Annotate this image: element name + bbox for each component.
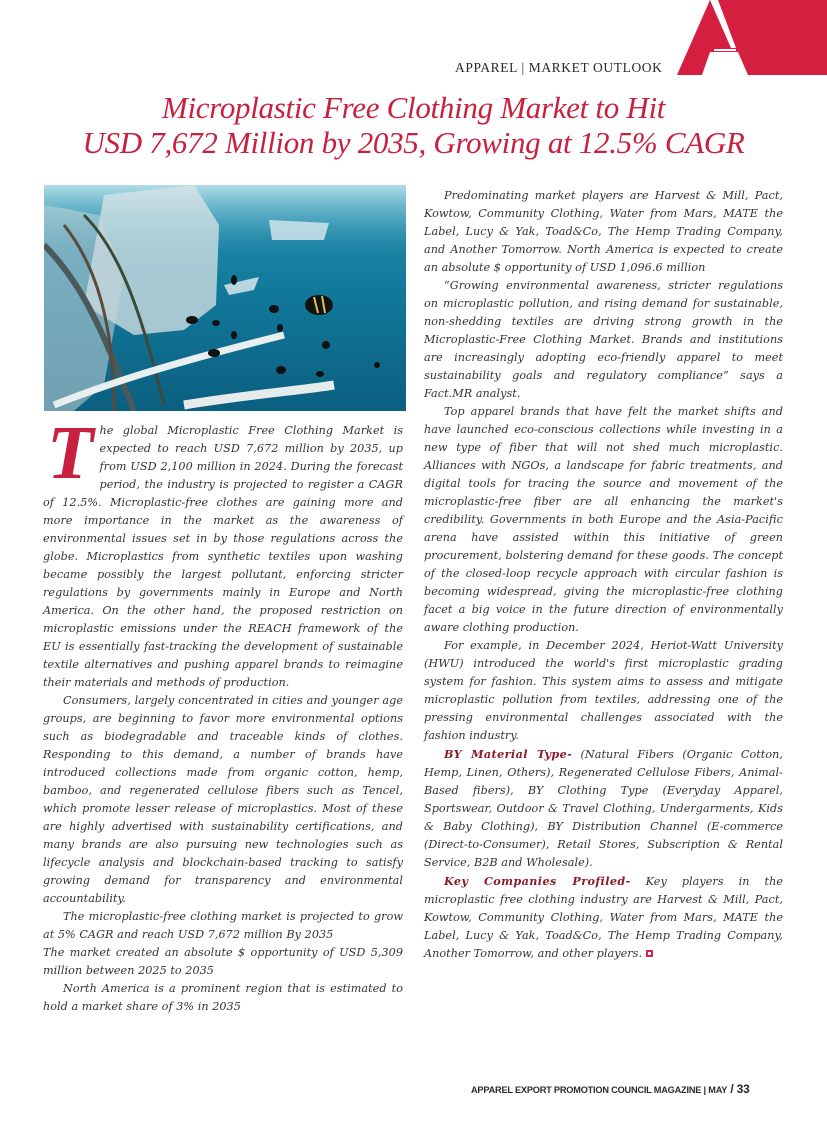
absolute-opportunity-paragraph: The market created an absolute $ opportunity of USD 5,309 million between 2025 to 2035: [43, 946, 403, 977]
segmentation-paragraph: BY Material Type- (Natural Fibers (Organic Cotton, Hemp, Linen, Others), Regenerated Cellulose Fibers, Animal-Based fibers), BY Clothing Type (Everyday Apparel, Sportswear, Outdoor & Travel Clothing, Undergarments, Kids & Baby Clothing), BY Distribution Channel (E-commerce (Direct-to-Consumer), Retail Stores, Subscription & Rental Service, B2B and Wholesale).: [424, 747, 783, 869]
magazine-logo-a-icon: [676, 0, 827, 75]
north-america-share-paragraph: North America is a prominent region that is estimated to hold a market share of 3% in 2035: [43, 982, 403, 1013]
brand-shifts-paragraph: Top apparel brands that have felt the market shifts and have launched eco-conscious collections while investing in a new type of fiber that will not shed much microplastic. Alliances with NGOs, a landscape for fabric treatments, and digital tools for tracing the source and movement of the microplastic-free fiber are all enhancing the market's credibility. Governments in both Europe and the Asia-Pacific arena have assisted within this initiative of green procurement, bolstering demand for these goods. The concept of the closed-loop recycle approach with circular fashion is becoming widespread, giving the microplastic-free clothing facet a big voice in the future direction of environmentally aware clothing production.: [424, 405, 783, 634]
market-projection-paragraph: The microplastic-free clothing market is projected to grow at 5% CAGR and reach USD 7,672 million By 2035: [43, 910, 403, 941]
consumer-trends-paragraph: Consumers, largely concentrated in cities and younger age groups, are beginning to favor more environmental options such as biodegradable and traceable kinds of clothes. Responding to this demand, a number of brands have introduced collections made from organic cotton, hemp, bamboo, and regenerated cellulose fibers such as Tencel, which promote lesser release of microplastics. Most of these are highly advertised with sustainability certifications, and many brands are also pursuing new technologies such as lifecycle analysis and blockchain-based tracking to satisfy growing demand for transparency and environmental accountability.: [43, 694, 403, 905]
market-players-paragraph: Predominating market players are Harvest & Mill, Pact, Kowtow, Community Clothing, Water from Mars, MATE the Label, Lucy & Yak, Toad&Co, The Hemp Trading Company, and Another Tomorrow. North America is expected to create an absolute $ opportunity of USD 1,096.6 million: [424, 189, 783, 274]
intro-paragraph: The global Microplastic Free Clothing Market is expected to reach USD 7,672 million by 2035, up from USD 2,100 million in 2024. During the forecast period, the industry is projected to register a CAGR of 12.5%. Microplastic-free clothes are gaining more and more importance in the market as the awareness of environmental issues set in by those regulations across the globe. Microplastics from synthetic textiles upon washing became possibly the largest pollutant, enforcing stricter regulations by governments mainly in Europe and North America. On the other hand, the proposed restriction on microplastic emissions under the REACH framework of the EU is essentially fast-tracking the development of sustainable textile alternatives and pushing apparel brands to reimagine their materials and methods of production.: [43, 411, 403, 689]
section-label: APPAREL | MARKET OUTLOOK: [455, 60, 663, 75]
publication-name: APPAREL EXPORT PROMOTION COUNCIL MAGAZINE | MAY: [471, 1085, 728, 1095]
drop-cap: T: [47, 411, 94, 495]
article-column-left: [43, 411, 403, 1016]
article-photo: [44, 185, 406, 411]
hwu-example-paragraph: For example, in December 2024, Heriot-Watt University (HWU) introduced the world's first microplastic grading system for fashion. This system aims to assess and mitigate microplastic pollution from textiles, addressing one of the pressing environmental challenges associated with the fashion industry.: [424, 639, 783, 742]
headline-line-1: Microplastic Free Clothing Market to Hit: [161, 90, 666, 125]
companies-lead: Key Companies Profiled-: [444, 874, 631, 888]
page-footer: APPAREL EXPORT PROMOTION COUNCIL MAGAZINE | MAY / 33: [471, 1082, 750, 1096]
page-number: 33: [736, 1082, 750, 1096]
end-of-article-icon: [646, 950, 653, 957]
analyst-quote-paragraph: “Growing environmental awareness, stricter regulations on microplastic pollution, and rising demand for sustainable, non-shedding textiles are driving strong growth in the Microplastic-Free Clothing Market. Brands and institutions are increasingly adopting eco-friendly apparel to meet sustainability goals and regulatory compliance” says a Fact.MR analyst.: [424, 279, 783, 400]
companies-profiled-paragraph: Key Companies Profiled- Key players in the microplastic free clothing industry are Harvest & Mill, Pact, Kowtow, Community Clothing, Water from Mars, MATE the Label, Lucy & Yak, Toad&Co, The Hemp Trading Company, Another Tomorrow, and other players.: [424, 874, 784, 960]
segmentation-lead: BY Material Type-: [444, 747, 573, 761]
article-headline: [20, 90, 807, 160]
headline-line-2: USD 7,672 Million by 2035, Growing at 12.5% CAGR: [82, 125, 745, 160]
article-column-right: [424, 187, 783, 963]
